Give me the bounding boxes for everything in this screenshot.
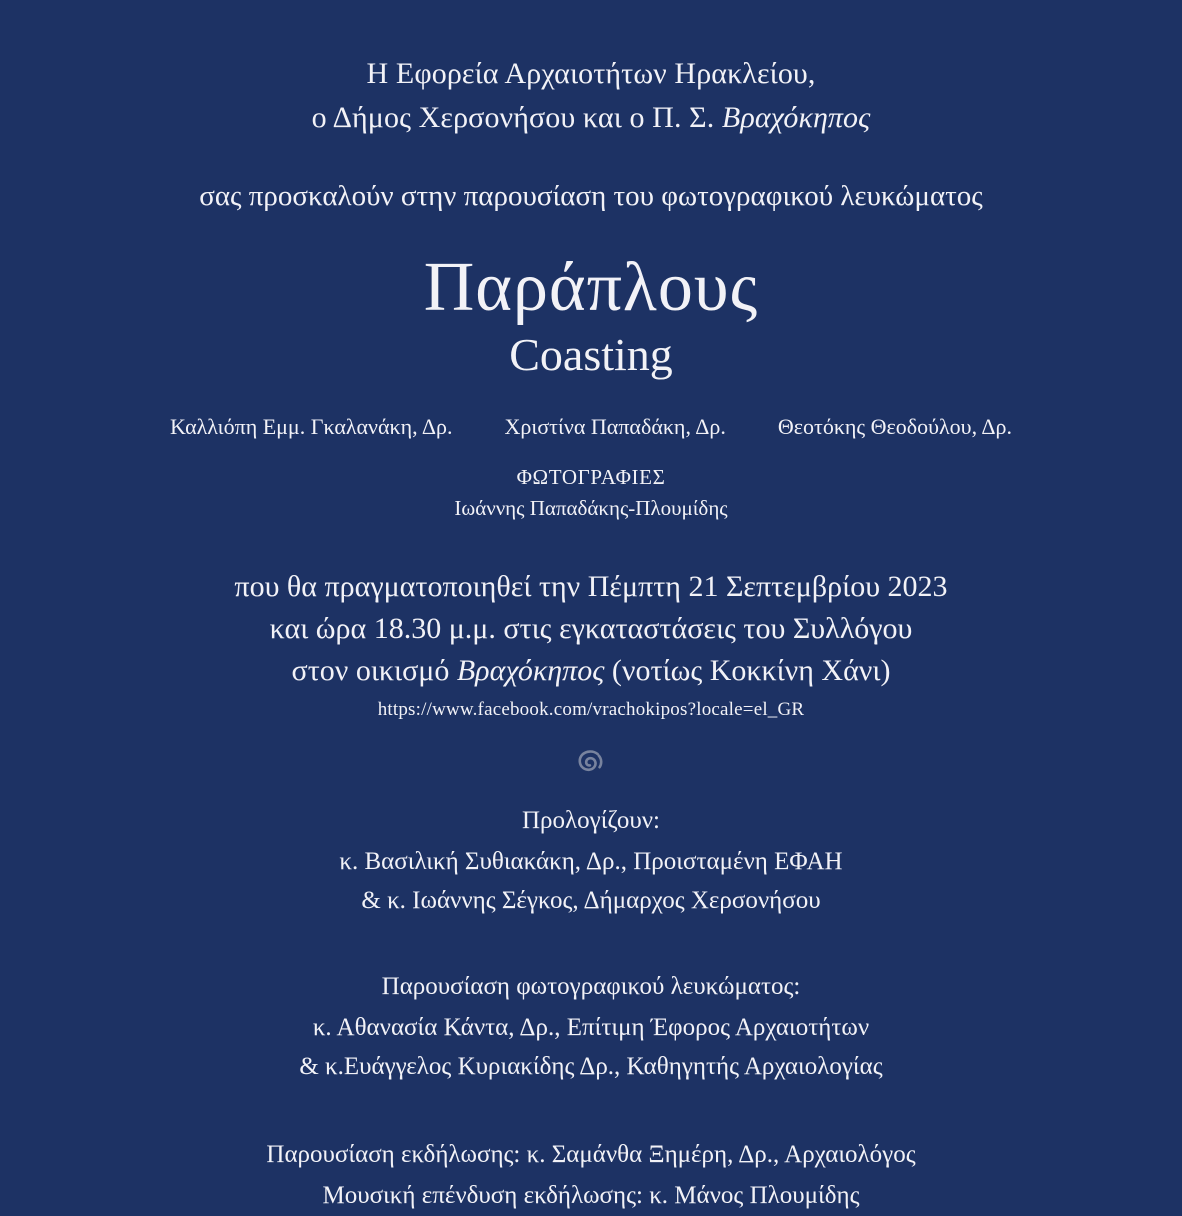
prologue-section xyxy=(60,800,1122,920)
page-title: Παράπλους xyxy=(423,249,759,326)
prologue-heading: Προλογίζουν: xyxy=(522,807,660,834)
author-name: Καλλιόπη Εμμ. Γκαλανάκη, Δρ. xyxy=(170,414,453,439)
organizer-line-2 xyxy=(60,96,1122,140)
venue-prefix: στον οικισμό xyxy=(291,654,457,687)
organizer-line-2-text: ο Δήμος Χερσονήσου και ο Π. Σ. xyxy=(311,101,722,134)
page-subtitle: Coasting xyxy=(509,329,673,380)
venue-name: Βραχόκηπος xyxy=(456,654,605,687)
closing-section xyxy=(60,1134,1122,1216)
photography-credit-block xyxy=(60,462,1122,524)
photography-label: ΦΩΤΟΓΡΑΦΙΕΣ xyxy=(516,465,666,489)
author-name: Χριστίνα Παπαδάκη, Δρ. xyxy=(504,414,726,439)
presentation-section xyxy=(60,966,1122,1086)
authors-row xyxy=(60,412,1122,442)
invitation-statement: σας προσκαλούν στην παρουσίαση του φωτογραφικού λευκώματος xyxy=(199,180,983,212)
organizers-block xyxy=(60,52,1122,140)
title-block xyxy=(60,246,1122,382)
venue-suffix: (νοτίως Κοκκίνη Χάνι) xyxy=(604,654,891,687)
prologue-speaker: κ. Βασιλική Συθιακάκη, Δρ., Προισταμένη ΕΦΑΗ xyxy=(339,848,843,875)
event-host-line: Παρουσίαση εκδήλωσης: κ. Σαμάνθα Ξημέρη, Δρ., Αρχαιολόγος xyxy=(266,1141,916,1168)
presentation-presenter: κ. Αθανασία Κάντα, Δρ., Επίτιμη Έφορος Αρχαιοτήτων xyxy=(312,1014,870,1041)
facebook-url-link[interactable]: https://www.facebook.com/vrachokipos?locale=el_GR xyxy=(377,699,805,720)
organizer-line-1: Η Εφορεία Αρχαιοτήτων Ηρακλείου, xyxy=(366,57,816,90)
event-date-line: που θα πραγματοποιηθεί την Πέμπτη 21 Σεπτεμβρίου 2023 xyxy=(234,570,948,603)
spiral-ornament-icon xyxy=(60,746,1122,780)
author-name: Θεοτόκης Θεοδούλου, Δρ. xyxy=(777,414,1012,439)
photographer-name: Ιωάννης Παπαδάκης-Πλουμίδης xyxy=(454,496,728,520)
presentation-heading: Παρουσίαση φωτογραφικού λευκώματος: xyxy=(381,973,801,1000)
event-music-line: Μουσική επένδυση εκδήλωσης: κ. Μάνος Πλουμίδης xyxy=(322,1182,860,1209)
event-time-line: και ώρα 18.30 μ.μ. στις εγκαταστάσεις του Συλλόγου xyxy=(269,612,913,645)
event-details-block xyxy=(60,566,1122,724)
prologue-speaker: & κ. Ιωάννης Σέγκος, Δήμαρχος Χερσονήσου xyxy=(361,887,821,914)
organizer-association-name: Βραχόκηπος xyxy=(721,101,871,134)
event-venue-line xyxy=(60,650,1122,692)
presentation-presenter: & κ.Ευάγγελος Κυριακίδης Δρ., Καθηγητής Αρχαιολογίας xyxy=(299,1053,883,1080)
